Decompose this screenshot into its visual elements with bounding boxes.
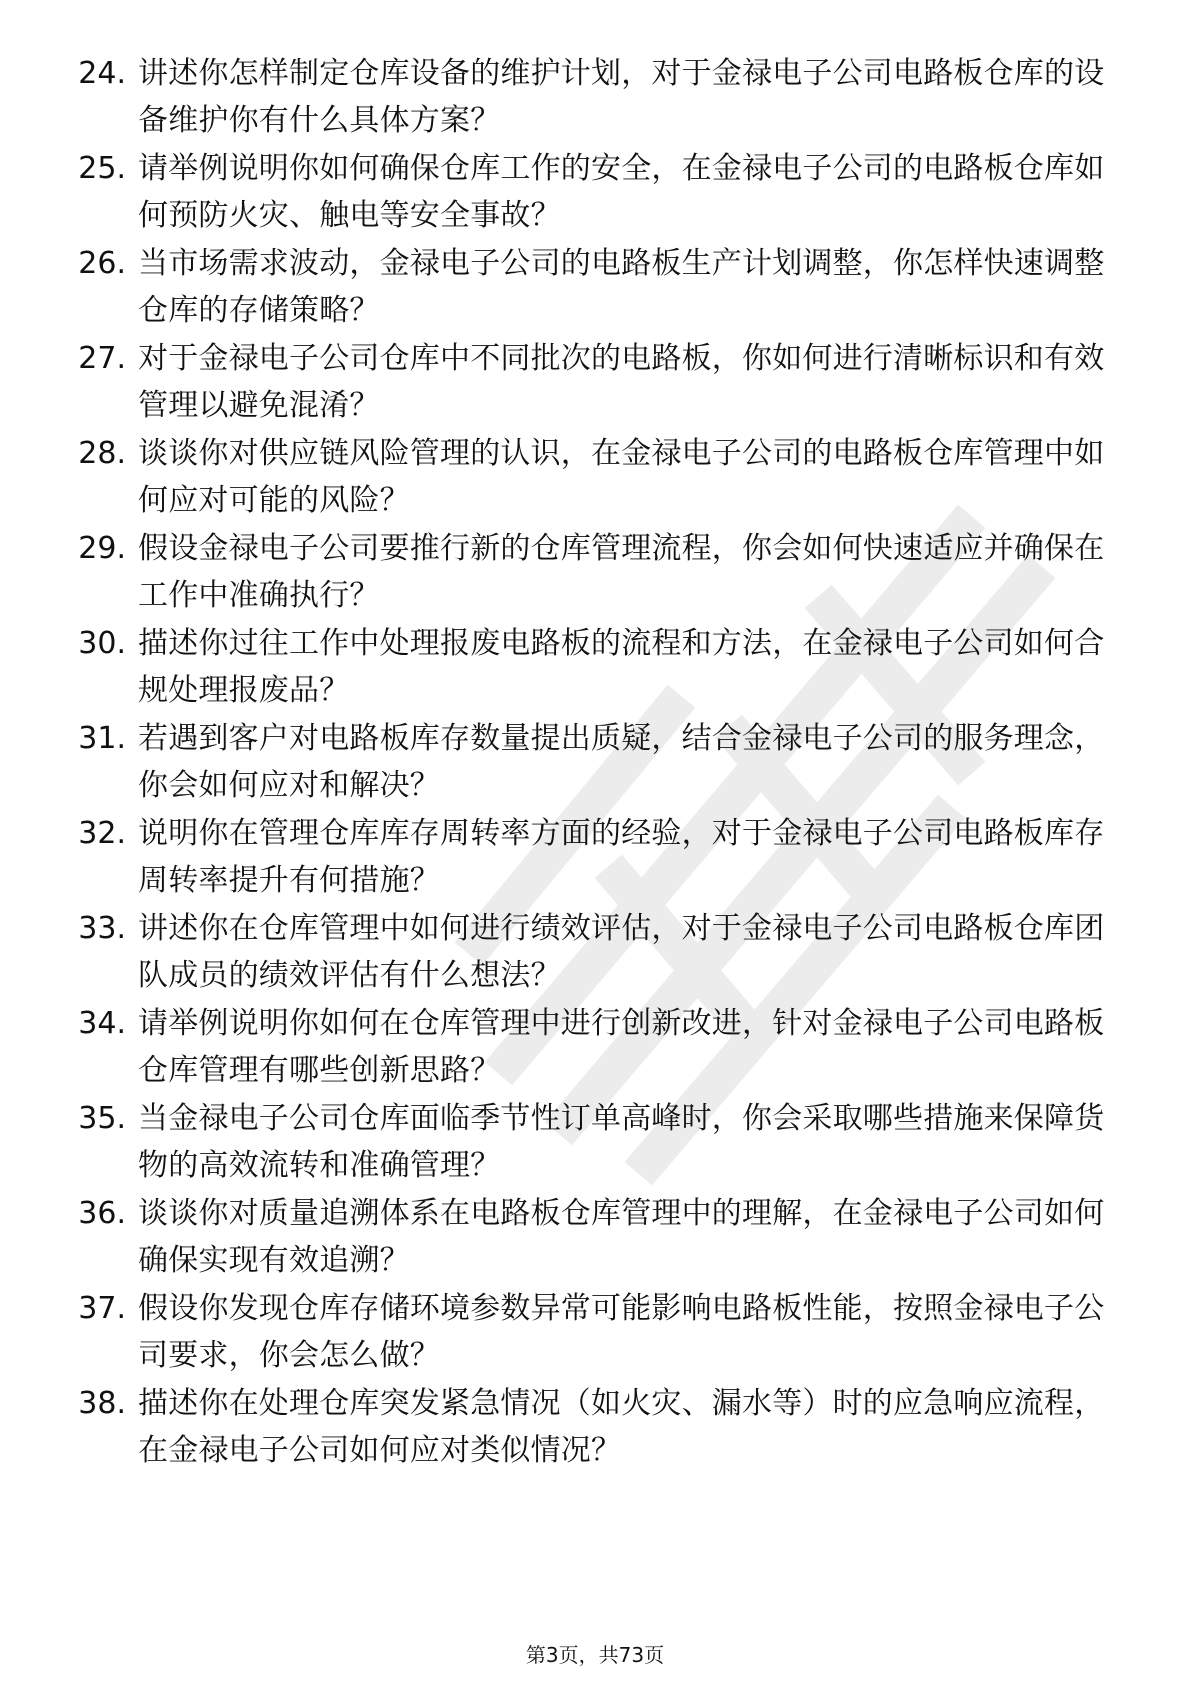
list-item [56,905,1126,1001]
page-number: 第3页，共73页 [525,1643,665,1667]
list-item [56,1190,1126,1286]
list-item [56,1095,1126,1191]
question-text: 说明你在管理仓库库存周转率方面的经验，对于金禄电子公司电路板库存周转率提升有何措施？ [138,816,1105,898]
question-number: 36. [78,1196,126,1231]
question-text: 描述你过往工作中处理报废电路板的流程和方法，在金禄电子公司如何合规处理报废品？ [138,626,1105,708]
list-item [56,810,1126,906]
question-number: 35. [78,1101,126,1136]
question-text: 对于金禄电子公司仓库中不同批次的电路板，你如何进行清晰标识和有效管理以避免混淆？ [138,341,1105,423]
question-number: 29. [78,531,126,566]
list-item [56,525,1126,621]
list-item [56,715,1126,811]
list-item [56,335,1126,431]
question-text: 假设你发现仓库存储环境参数异常可能影响电路板性能，按照金禄电子公司要求，你会怎么做？ [138,1291,1105,1373]
list-item [56,620,1126,716]
list-item [56,50,1126,146]
question-text: 假设金禄电子公司要推行新的仓库管理流程，你会如何快速适应并确保在工作中准确执行？ [138,531,1105,613]
question-number: 32. [78,816,126,851]
question-number: 27. [78,341,126,376]
question-number: 24. [78,56,126,91]
question-number: 28. [78,436,126,471]
question-number: 25. [78,151,126,186]
list-item [56,1285,1126,1381]
question-text: 当金禄电子公司仓库面临季节性订单高峰时，你会采取哪些措施来保障货物的高效流转和准确管理？ [138,1101,1105,1183]
question-text: 请举例说明你如何确保仓库工作的安全，在金禄电子公司的电路板仓库如何预防火灾、触电等安全事故？ [138,151,1105,233]
question-text: 讲述你在仓库管理中如何进行绩效评估，对于金禄电子公司电路板仓库团队成员的绩效评估有什么想法？ [138,911,1105,993]
question-text: 描述你在处理仓库突发紧急情况（如火灾、漏水等）时的应急响应流程，在金禄电子公司如何应对类似情况？ [138,1386,1105,1468]
question-number: 30. [78,626,126,661]
question-text: 谈谈你对质量追溯体系在电路板仓库管理中的理解，在金禄电子公司如何确保实现有效追溯？ [138,1196,1105,1278]
question-number: 33. [78,911,126,946]
list-item [56,1000,1126,1096]
question-number: 37. [78,1291,126,1326]
question-text: 若遇到客户对电路板库存数量提出质疑，结合金禄电子公司的服务理念，你会如何应对和解决？ [138,721,1105,803]
list-item [56,1380,1126,1476]
question-text: 谈谈你对供应链风险管理的认识，在金禄电子公司的电路板仓库管理中如何应对可能的风险？ [138,436,1105,518]
list-item [56,240,1126,336]
question-number: 31. [78,721,126,756]
question-text: 讲述你怎样制定仓库设备的维护计划，对于金禄电子公司电路板仓库的设备维护你有什么具体方案？ [138,56,1105,138]
list-item [56,145,1126,241]
question-number: 26. [78,246,126,281]
question-number: 34. [78,1006,126,1041]
question-text: 请举例说明你如何在仓库管理中进行创新改进，针对金禄电子公司电路板仓库管理有哪些创新思路？ [138,1006,1105,1088]
list-item [56,430,1126,526]
question-number: 38. [78,1386,126,1421]
question-text: 当市场需求波动，金禄电子公司的电路板生产计划调整，你怎样快速调整仓库的存储策略？ [138,246,1105,328]
